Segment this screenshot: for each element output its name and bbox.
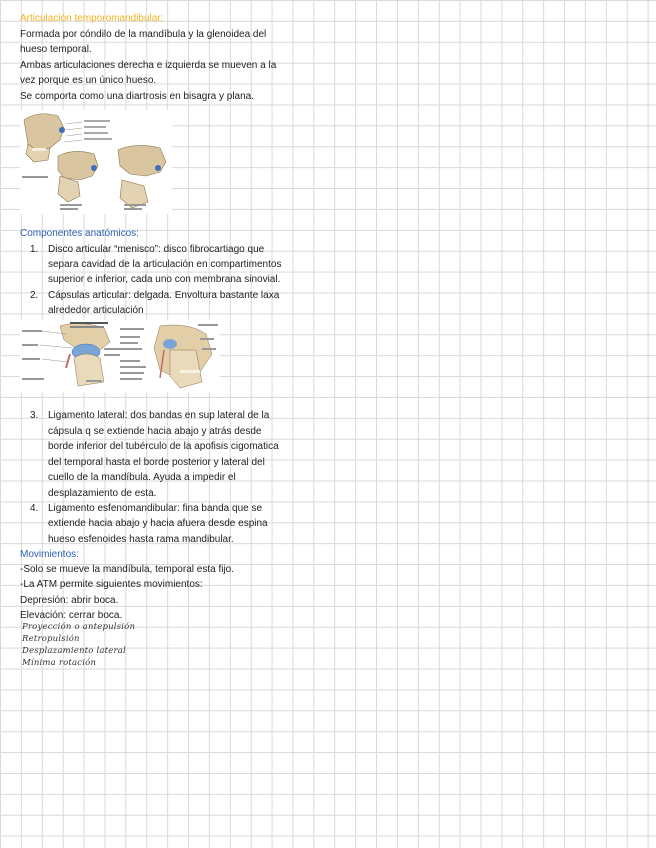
text-line: -La ATM permite siguientes movimientos: xyxy=(20,579,203,590)
list-item-line: superior e inferior, cada uno con membrana sinovial. xyxy=(48,274,281,285)
list-item-line: Ligamento esfenomandibular: fina banda que se xyxy=(48,503,263,514)
handwritten-line: Mínima rotación xyxy=(22,658,97,668)
list-item-line: Ligamento lateral: dos bandas en sup lateral de la xyxy=(48,410,270,421)
list-number: 1. xyxy=(30,244,39,255)
list-item-line: del temporal hasta el borde posterior y lateral del xyxy=(48,457,265,468)
list-item-line: hueso esfenoides hasta rama mandibular. xyxy=(48,534,234,545)
section-heading-atm: Articulación temporomandibular: xyxy=(20,13,164,24)
jaw-movement-illustration xyxy=(20,110,172,214)
list-item-line: alrededor articulación xyxy=(48,305,144,316)
text-line: Ambas articulaciones derecha e izquierda se mueven a la xyxy=(20,60,277,71)
list-item-line: Disco articular “menisco”: disco fibrocartiago que xyxy=(48,244,265,255)
list-item-line: borde inferior del tubérculo de la apofisis cigomatica xyxy=(48,441,279,452)
section-heading-components: Componentes anatómicos: xyxy=(20,228,139,239)
list-item-line: Cápsulas articular: delgada. Envoltura bastante laxa xyxy=(48,290,280,301)
text-line: Formada por cóndilo de la mandíbula y la glenoidea del xyxy=(20,29,267,40)
text-line: Elevación: cerrar boca. xyxy=(20,610,123,621)
list-number: 4. xyxy=(30,503,39,514)
text-line: hueso temporal. xyxy=(20,44,92,55)
list-item-line: desplazamiento de esta. xyxy=(48,488,157,499)
list-item-line: cuello de la mandíbula. Ayuda a impedir el xyxy=(48,472,236,483)
list-item-line: cápsula q se extiende hacia abajo y atrás desde xyxy=(48,426,262,437)
text-line: -Solo se mueve la mandíbula, temporal esta fijo. xyxy=(20,564,234,575)
list-item-line: extiende hacia abajo y hacia afuera desde espina xyxy=(48,518,268,529)
handwritten-line: Desplazamiento lateral xyxy=(22,646,126,656)
list-number: 3. xyxy=(30,410,39,421)
text-line: Depresión: abrir boca. xyxy=(20,595,119,606)
text-line: Se comporta como una diartrosis en bisagra y plana. xyxy=(20,91,255,102)
tmj-anatomy-illustration xyxy=(20,320,220,392)
list-number: 2. xyxy=(30,290,39,301)
section-heading-movements: Movimientos: xyxy=(20,549,79,560)
handwritten-line: Proyección o antepulsión xyxy=(22,622,136,632)
text-line: vez porque es un único hueso. xyxy=(20,75,157,86)
list-item-line: separa cavidad de la articulación en compartimentos xyxy=(48,259,282,270)
handwritten-line: Retropulsión xyxy=(22,634,80,644)
